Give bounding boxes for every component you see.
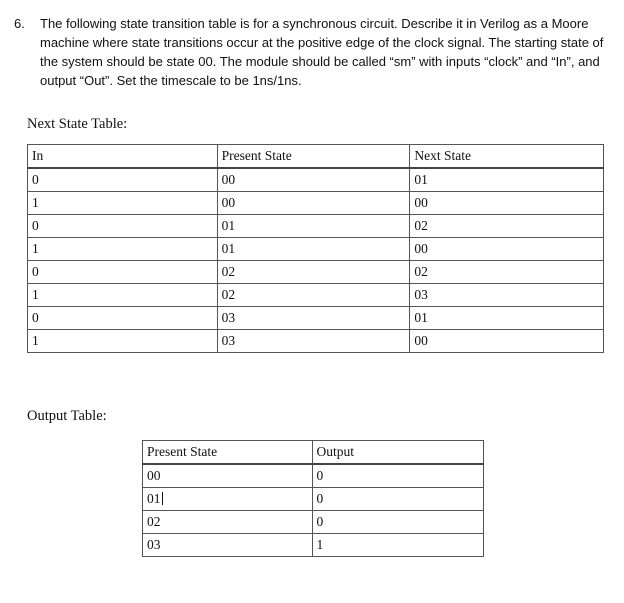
cell-next-state: 01 xyxy=(410,307,604,330)
cell-present-state: 00 xyxy=(217,192,410,215)
next-state-table xyxy=(27,144,604,353)
table-row xyxy=(28,330,604,353)
cell-next-state: 02 xyxy=(410,261,604,284)
table-row xyxy=(143,534,484,557)
cell-present-state: 01 xyxy=(217,215,410,238)
cell-output: 0 xyxy=(312,511,484,534)
cell-output: 0 xyxy=(312,464,484,488)
table-row xyxy=(28,238,604,261)
cell-present-state-text: 01 xyxy=(147,491,161,506)
table-header-row xyxy=(143,441,484,465)
cell-present-state: 03 xyxy=(217,330,410,353)
cell-in: 1 xyxy=(28,284,218,307)
cell-present-state: 01 xyxy=(217,238,410,261)
cell-next-state: 01 xyxy=(410,168,604,192)
column-header-output: Output xyxy=(312,441,484,465)
text-cursor xyxy=(162,492,163,505)
cell-present-state: 02 xyxy=(143,511,313,534)
cell-next-state: 03 xyxy=(410,284,604,307)
cell-output: 1 xyxy=(312,534,484,557)
table-row xyxy=(28,168,604,192)
cell-in: 1 xyxy=(28,238,218,261)
table-row xyxy=(28,284,604,307)
cell-present-state[interactable] xyxy=(143,488,313,511)
cell-next-state: 00 xyxy=(410,192,604,215)
cell-in: 0 xyxy=(28,307,218,330)
next-state-table-label: Next State Table: xyxy=(27,116,128,132)
cell-present-state: 00 xyxy=(143,464,313,488)
cell-in: 1 xyxy=(28,192,218,215)
cell-present-state: 02 xyxy=(217,261,410,284)
cell-present-state: 02 xyxy=(217,284,410,307)
column-header-in: In xyxy=(28,145,218,169)
table-row xyxy=(28,215,604,238)
table-row xyxy=(28,192,604,215)
table-row xyxy=(28,307,604,330)
output-table-label: Output Table: xyxy=(27,408,107,424)
column-header-next-state: Next State xyxy=(410,145,604,169)
cell-present-state: 03 xyxy=(143,534,313,557)
output-table xyxy=(142,440,484,557)
table-row xyxy=(143,511,484,534)
cell-in: 1 xyxy=(28,330,218,353)
cell-present-state: 03 xyxy=(217,307,410,330)
table-row xyxy=(143,488,484,511)
cell-next-state: 00 xyxy=(410,330,604,353)
cell-next-state: 02 xyxy=(410,215,604,238)
table-row xyxy=(28,261,604,284)
cell-present-state: 00 xyxy=(217,168,410,192)
cell-next-state: 00 xyxy=(410,238,604,261)
column-header-present-state: Present State xyxy=(143,441,313,465)
cell-in: 0 xyxy=(28,168,218,192)
question-number: 6. xyxy=(14,16,25,31)
table-row xyxy=(143,464,484,488)
table-header-row xyxy=(28,145,604,169)
cell-in: 0 xyxy=(28,215,218,238)
column-header-present-state: Present State xyxy=(217,145,410,169)
cell-output: 0 xyxy=(312,488,484,511)
question-text: The following state transition table is for a synchronous circuit. Describe it in Verilog as a Moore machine where state transitions occur at the positive edge of the clock signal. The starting state of the system should be state 00. The module should be called “sm” with inputs “clock” and “In”, and output “Out”. Set the timescale to be 1ns/1ns. xyxy=(40,16,604,88)
cell-in: 0 xyxy=(28,261,218,284)
question-block xyxy=(14,14,614,90)
